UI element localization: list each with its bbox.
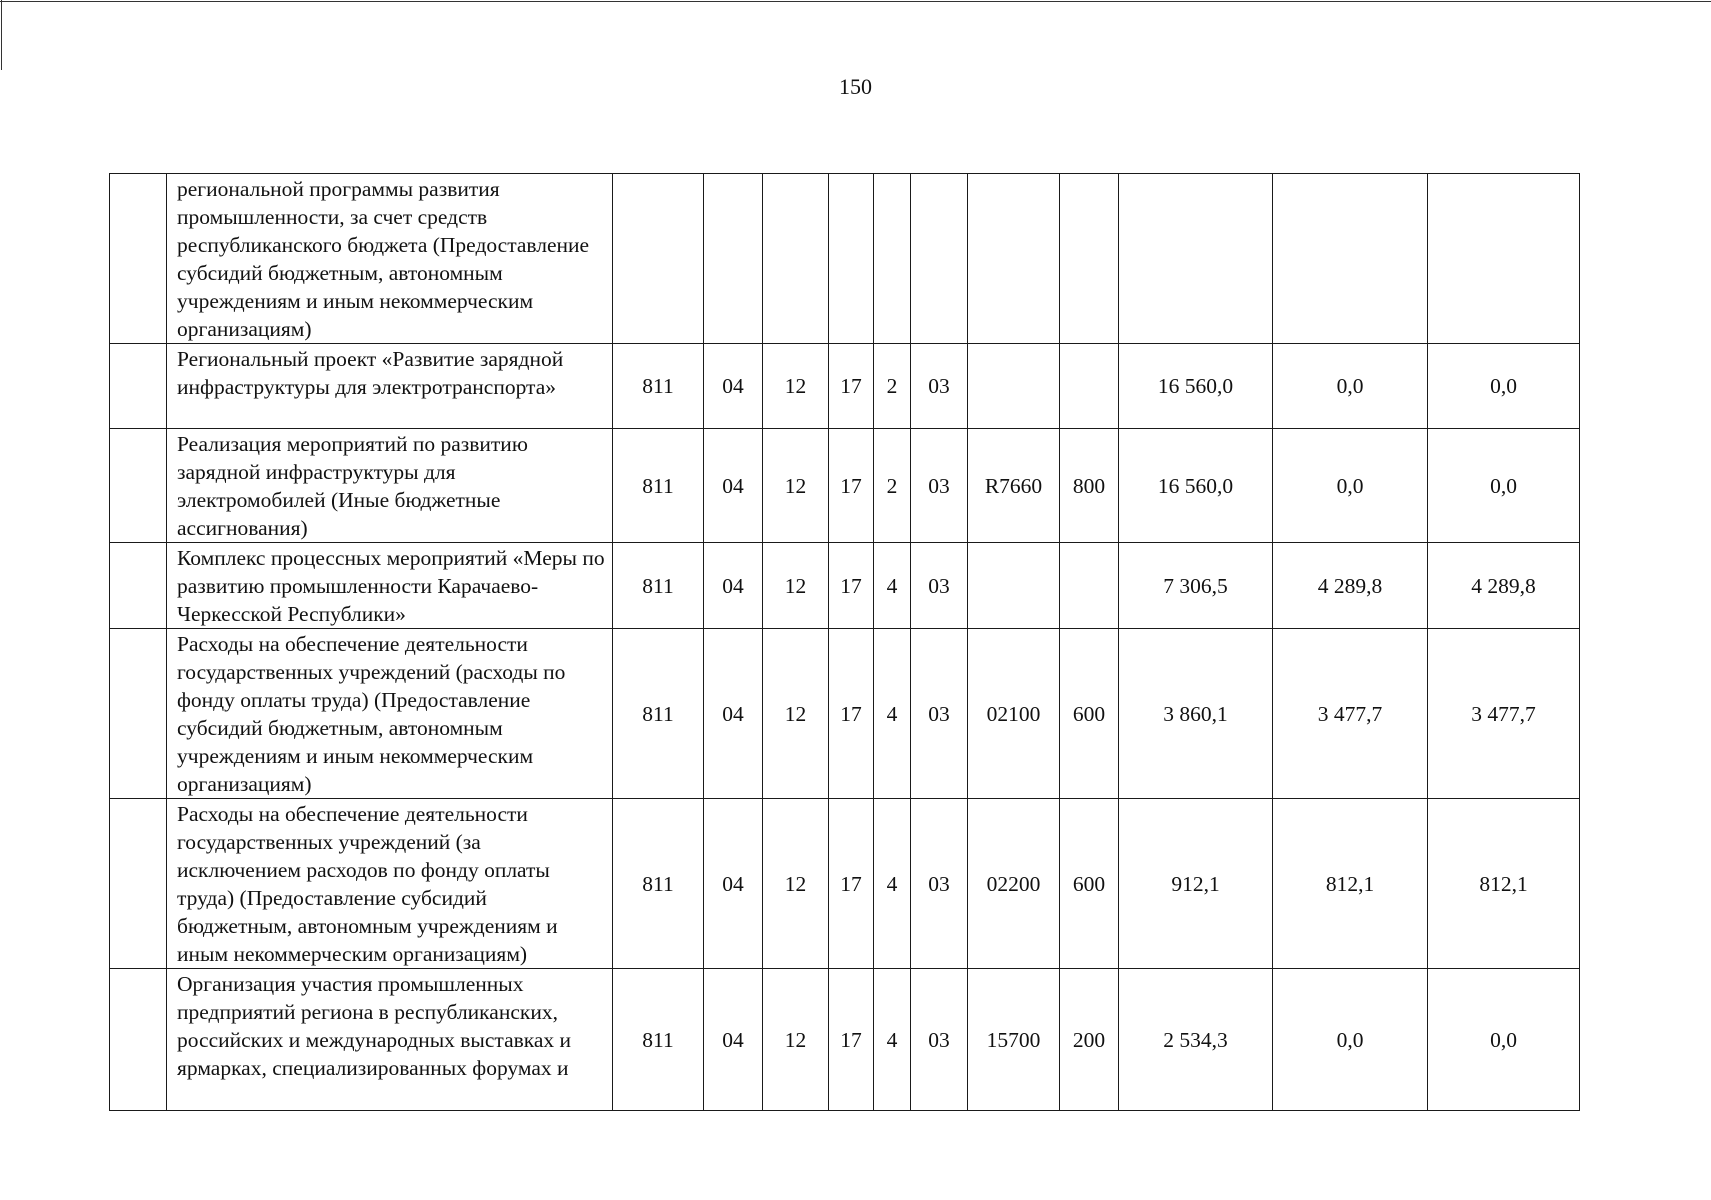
vr-cell [1060,543,1119,629]
cs-type-cell: 4 [874,543,911,629]
cs-subprogram-cell: 03 [911,344,968,429]
cs-program-cell: 17 [829,429,874,543]
vr-cell: 800 [1060,429,1119,543]
table-row [110,799,1580,969]
rz-cell: 04 [704,543,763,629]
cs-direction-cell [968,344,1060,429]
amount-year2-cell: 0,0 [1273,344,1428,429]
amount-year3-cell: 812,1 [1428,799,1580,969]
ved-cell: 811 [613,429,704,543]
pr-cell: 12 [763,429,829,543]
cs-direction-cell [968,174,1060,344]
ved-cell: 811 [613,344,704,429]
ved-cell: 811 [613,969,704,1111]
rz-cell: 04 [704,344,763,429]
cs-direction-cell: 02200 [968,799,1060,969]
cs-type-cell: 2 [874,344,911,429]
amount-year1-cell [1119,174,1273,344]
cs-type-cell: 4 [874,969,911,1111]
cs-direction-cell [968,543,1060,629]
pr-cell: 12 [763,629,829,799]
vr-cell: 200 [1060,969,1119,1111]
amount-year2-cell: 0,0 [1273,429,1428,543]
cs-type-cell [874,174,911,344]
cs-subprogram-cell [911,174,968,344]
table-row [110,969,1580,1111]
description-cell: Комплекс процессных мероприятий «Меры по развитию промышленности Карачаево-Черкесской Республики» [167,543,613,629]
rz-cell: 04 [704,629,763,799]
page-number: 150 [839,74,872,99]
cs-direction-cell: 15700 [968,969,1060,1111]
description-cell: Расходы на обеспечение деятельности государственных учреждений (за исключением расходов по фонду оплаты труда) (Предоставление субсидий бюджетным, автономным учреждениям и иным некоммерческим организациям) [167,799,613,969]
amount-year1-cell: 912,1 [1119,799,1273,969]
pr-cell [763,174,829,344]
cs-program-cell: 17 [829,344,874,429]
amount-year2-cell: 0,0 [1273,969,1428,1111]
amount-year2-cell [1273,174,1428,344]
cs-subprogram-cell: 03 [911,799,968,969]
pr-cell: 12 [763,969,829,1111]
rz-cell: 04 [704,969,763,1111]
table-row [110,543,1580,629]
amount-year1-cell: 7 306,5 [1119,543,1273,629]
amount-year3-cell: 0,0 [1428,429,1580,543]
description-cell: Организация участия промышленных предприятий региона в республиканских, российских и международных выставках и ярмарках, специализированных форумах и [167,969,613,1111]
cs-program-cell: 17 [829,629,874,799]
amount-year3-cell: 4 289,8 [1428,543,1580,629]
amount-year2-cell: 3 477,7 [1273,629,1428,799]
cs-subprogram-cell: 03 [911,629,968,799]
cs-program-cell: 17 [829,969,874,1111]
cs-program-cell [829,174,874,344]
row-number-cell [110,543,167,629]
description-cell: Расходы на обеспечение деятельности государственных учреждений (расходы по фонду оплаты труда) (Предоставление субсидий бюджетным, автономным учреждениям и иным некоммерческим организациям) [167,629,613,799]
amount-year1-cell: 2 534,3 [1119,969,1273,1111]
vr-cell [1060,344,1119,429]
row-number-cell [110,629,167,799]
description-cell: Реализация мероприятий по развитию зарядной инфраструктуры для электромобилей (Иные бюджетные ассигнования) [167,429,613,543]
row-number-cell [110,344,167,429]
cs-subprogram-cell: 03 [911,543,968,629]
row-number-cell [110,174,167,344]
description-cell: Региональный проект «Развитие зарядной инфраструктуры для электротранспорта» [167,344,613,429]
budget-table [109,173,1580,1111]
amount-year3-cell [1428,174,1580,344]
table-row [110,629,1580,799]
vr-cell: 600 [1060,799,1119,969]
amount-year1-cell: 3 860,1 [1119,629,1273,799]
ved-cell: 811 [613,543,704,629]
rz-cell: 04 [704,799,763,969]
cs-program-cell: 17 [829,543,874,629]
pr-cell: 12 [763,799,829,969]
amount-year3-cell: 0,0 [1428,344,1580,429]
cs-subprogram-cell: 03 [911,429,968,543]
pr-cell: 12 [763,543,829,629]
vr-cell: 600 [1060,629,1119,799]
cs-direction-cell: R7660 [968,429,1060,543]
cs-type-cell: 4 [874,799,911,969]
amount-year3-cell: 0,0 [1428,969,1580,1111]
table-row [110,174,1580,344]
ved-cell: 811 [613,799,704,969]
amount-year1-cell: 16 560,0 [1119,344,1273,429]
cs-type-cell: 2 [874,429,911,543]
table-row [110,429,1580,543]
table-row [110,344,1580,429]
row-number-cell [110,969,167,1111]
description-cell: региональной программы развития промышленности, за счет средств республиканского бюджета (Предоставление субсидий бюджетным, автономным учреждениям и иным некоммерческим организациям) [167,174,613,344]
cs-subprogram-cell: 03 [911,969,968,1111]
amount-year2-cell: 812,1 [1273,799,1428,969]
row-number-cell [110,799,167,969]
row-number-cell [110,429,167,543]
page-left-border [1,0,2,70]
vr-cell [1060,174,1119,344]
ved-cell [613,174,704,344]
cs-type-cell: 4 [874,629,911,799]
amount-year3-cell: 3 477,7 [1428,629,1580,799]
pr-cell: 12 [763,344,829,429]
cs-direction-cell: 02100 [968,629,1060,799]
rz-cell: 04 [704,429,763,543]
ved-cell: 811 [613,629,704,799]
amount-year1-cell: 16 560,0 [1119,429,1273,543]
cs-program-cell: 17 [829,799,874,969]
rz-cell [704,174,763,344]
page-top-border [0,1,1711,2]
amount-year2-cell: 4 289,8 [1273,543,1428,629]
